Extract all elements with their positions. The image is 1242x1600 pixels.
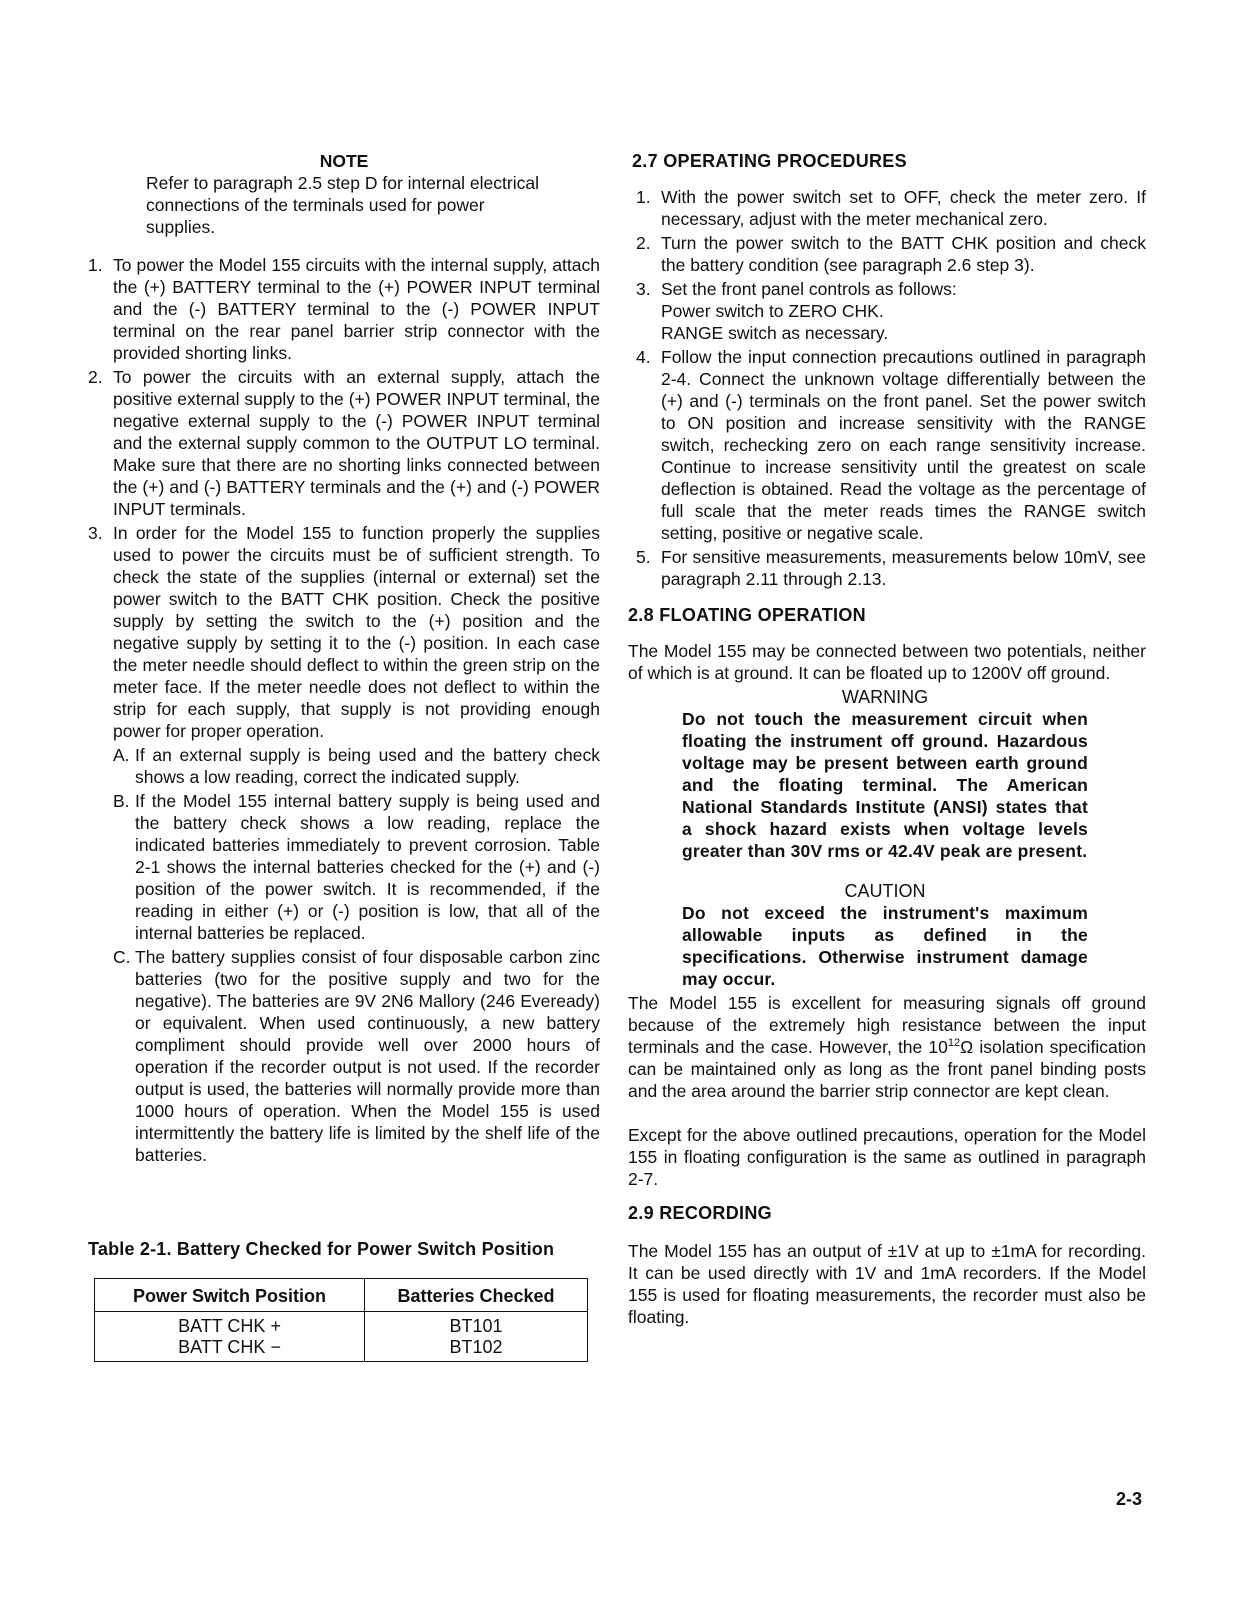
left-column (88, 150, 600, 1357)
warning-body: Do not touch the measurement circuit when floating the instrument off ground. Hazardous voltage may be present between earth ground and the floating terminal. The American National Standards Institute (ANSI) states that a shock hazard exists when voltage levels greater than 30V rms or 42.4V peak are present. (682, 709, 1088, 861)
list-item (88, 254, 600, 364)
sub-item-text: The battery supplies consist of four disposable carbon zinc batteries (two for the positive supply and two for the negative). The batteries are 9V 2N6 Mallory (246 Eveready) or equivalent. When used continuously, a new battery compliment should provide well over 2000 hours of operation if the recorder output is not used. If the recorder output is used, the batteries will normally provide more than 1000 hours of operation. When the Model 155 is used intermittently the battery life is limited by the shelf life of the batteries. (135, 947, 600, 1165)
list-item (88, 366, 600, 520)
superscript: 12 (947, 1037, 961, 1050)
list-item (88, 522, 600, 1166)
item-text: Follow the input connection precautions outlined in paragraph 2-4. Connect the unknown voltage differentially between the (+) and (-) terminals on the front panel. Set the power switch to ON position and increase sensitivity with the RANGE switch, rechecking zero on each range sensitivity increase. Continue to increase sensitivity until the greatest on scale deflection is obtained. Read the voltage as the percentage of full scale that the meter reads times the RANGE switch setting, positive or negative scale. (661, 347, 1146, 543)
section-heading-2-8: 2.8 FLOATING OPERATION (628, 605, 866, 625)
table-cell: BATT CHK − (178, 1337, 281, 1357)
item-number: 4. (636, 347, 651, 367)
caution-title: CAUTION (844, 881, 926, 901)
sub-item-text: If the Model 155 internal battery supply is being used and the battery check shows a low reading, replace the indicated batteries immediately to prevent corrosion. Table 2-1 shows the internal batteries checked for the (+) and (-) position of the power switch. It is recommended, if the reading in either (+) or (-) position is low, that all of the internal batteries be replaced. (135, 791, 600, 943)
item-number: 3. (88, 523, 103, 543)
caution-body: Do not exceed the instrument's maximum allowable inputs as defined in the specifications. Otherwise instrument damage may occur. (682, 903, 1088, 989)
item-number: 2. (88, 367, 103, 387)
warning-title: WARNING (841, 687, 929, 707)
battery-table (94, 1278, 588, 1362)
table-row (95, 1337, 588, 1362)
page-number: 2-3 (1115, 1489, 1142, 1509)
note-title: NOTE (319, 151, 369, 171)
sub-item-letter: A. (113, 745, 130, 765)
item-text: In order for the Model 155 to function properly the supplies used to power the circuits must be of sufficient strength. To check the state of the supplies (internal or external) set the power switch to the BATT CHK position. Check the positive supply by setting the switch to the (+) position and the negative supply by setting it to the (-) position. In each case the meter needle should deflect to within the green strip on the meter face. If the meter needle does not deflect to within the strip for each supply, that supply is not providing enough power for proper operation. (113, 523, 600, 741)
table-cell: BT101 (365, 1312, 588, 1338)
item-text: To power the circuits with an external supply, attach the positive external supply to the (+) POWER INPUT terminal, the negative external supply to the (-) POWER INPUT terminal and the external supply common to the OUTPUT LO terminal. Make sure that there are no shorting links connected between the (+) and (-) BATTERY terminals and the (+) and (-) POWER INPUT terminals. (113, 367, 600, 519)
warning-box (682, 686, 1088, 862)
table-row (95, 1312, 588, 1338)
section-heading-2-7: 2.7 OPERATING PROCEDURES (632, 151, 907, 171)
right-column (628, 150, 1146, 1328)
text-run: Ω isolation specification can be maintained only as long as the front panel binding posts and the area around the barrier strip connector are kept clean. (628, 1037, 1146, 1101)
list-item (636, 346, 1146, 544)
caution-box (682, 880, 1088, 990)
list-item (636, 232, 1146, 276)
sub-list-item (113, 744, 600, 788)
section-heading-2-9: 2.9 RECORDING (628, 1203, 772, 1223)
item-number: 1. (88, 255, 103, 275)
list-item (636, 546, 1146, 590)
power-steps-list (88, 254, 600, 1166)
sub-list-item (113, 946, 600, 1166)
list-item (636, 278, 1146, 344)
item-number: 2. (636, 233, 651, 253)
battery-check-sublist (113, 744, 600, 1166)
paragraph: Except for the above outlined precautions, operation for the Model 155 in floating configuration is the same as outlined in paragraph 2-7. (628, 1125, 1146, 1189)
item-text: To power the Model 155 circuits with the internal supply, attach the (+) BATTERY terminal to the (+) POWER INPUT terminal and the (-) BATTERY terminal to the (-) POWER INPUT terminal on the rear panel barrier strip connector with the provided shorting links. (113, 255, 600, 363)
paragraph: The Model 155 may be connected between two potentials, neither of which is at ground. It can be floated up to 1200V off ground. (628, 641, 1146, 683)
item-text: For sensitive measurements, measurements below 10mV, see paragraph 2.11 through 2.13. (661, 547, 1146, 589)
table-header: Power Switch Position (95, 1279, 365, 1312)
item-text-line: Power switch to ZERO CHK. (661, 301, 884, 321)
paragraph: The Model 155 has an output of ±1V at up to ±1mA for recording. It can be used directly with 1V and 1mA recorders. If the Model 155 is used for floating measurements, the recorder must also be floating. (628, 1241, 1146, 1327)
battery-table-block (88, 1238, 600, 1362)
sub-list-item (113, 790, 600, 944)
sub-item-text: If an external supply is being used and the battery check shows a low reading, correct the indicated supply. (135, 745, 600, 787)
table-cell: BT102 (365, 1337, 588, 1362)
sub-item-letter: C. (113, 947, 131, 967)
item-text: Turn the power switch to the BATT CHK position and check the battery condition (see paragraph 2.6 step 3). (661, 233, 1146, 275)
table-title: Table 2-1. Battery Checked for Power Switch Position (88, 1239, 555, 1259)
item-number: 5. (636, 547, 651, 567)
table-cell: BATT CHK + (178, 1316, 281, 1336)
list-item (636, 186, 1146, 230)
operating-steps-list (636, 186, 1146, 590)
table-header: Batteries Checked (365, 1279, 588, 1312)
paragraph (628, 992, 1146, 1102)
item-number: 3. (636, 279, 651, 299)
text-run: The Model 155 is excellent for measuring signals off ground because of the extremely high resistance between the input terminals and the case. However, the 10 (628, 993, 1146, 1057)
sub-item-letter: B. (113, 791, 130, 811)
table-header-row (95, 1279, 588, 1312)
item-text-line: RANGE switch as necessary. (661, 323, 889, 343)
note-body: Refer to paragraph 2.5 step D for internal electrical connections of the terminals used for power supplies. (146, 173, 539, 237)
item-number: 1. (636, 187, 651, 207)
item-text: Set the front panel controls as follows: (661, 279, 957, 299)
item-text: With the power switch set to OFF, check the meter zero. If necessary, adjust with the meter mechanical zero. (661, 187, 1146, 229)
